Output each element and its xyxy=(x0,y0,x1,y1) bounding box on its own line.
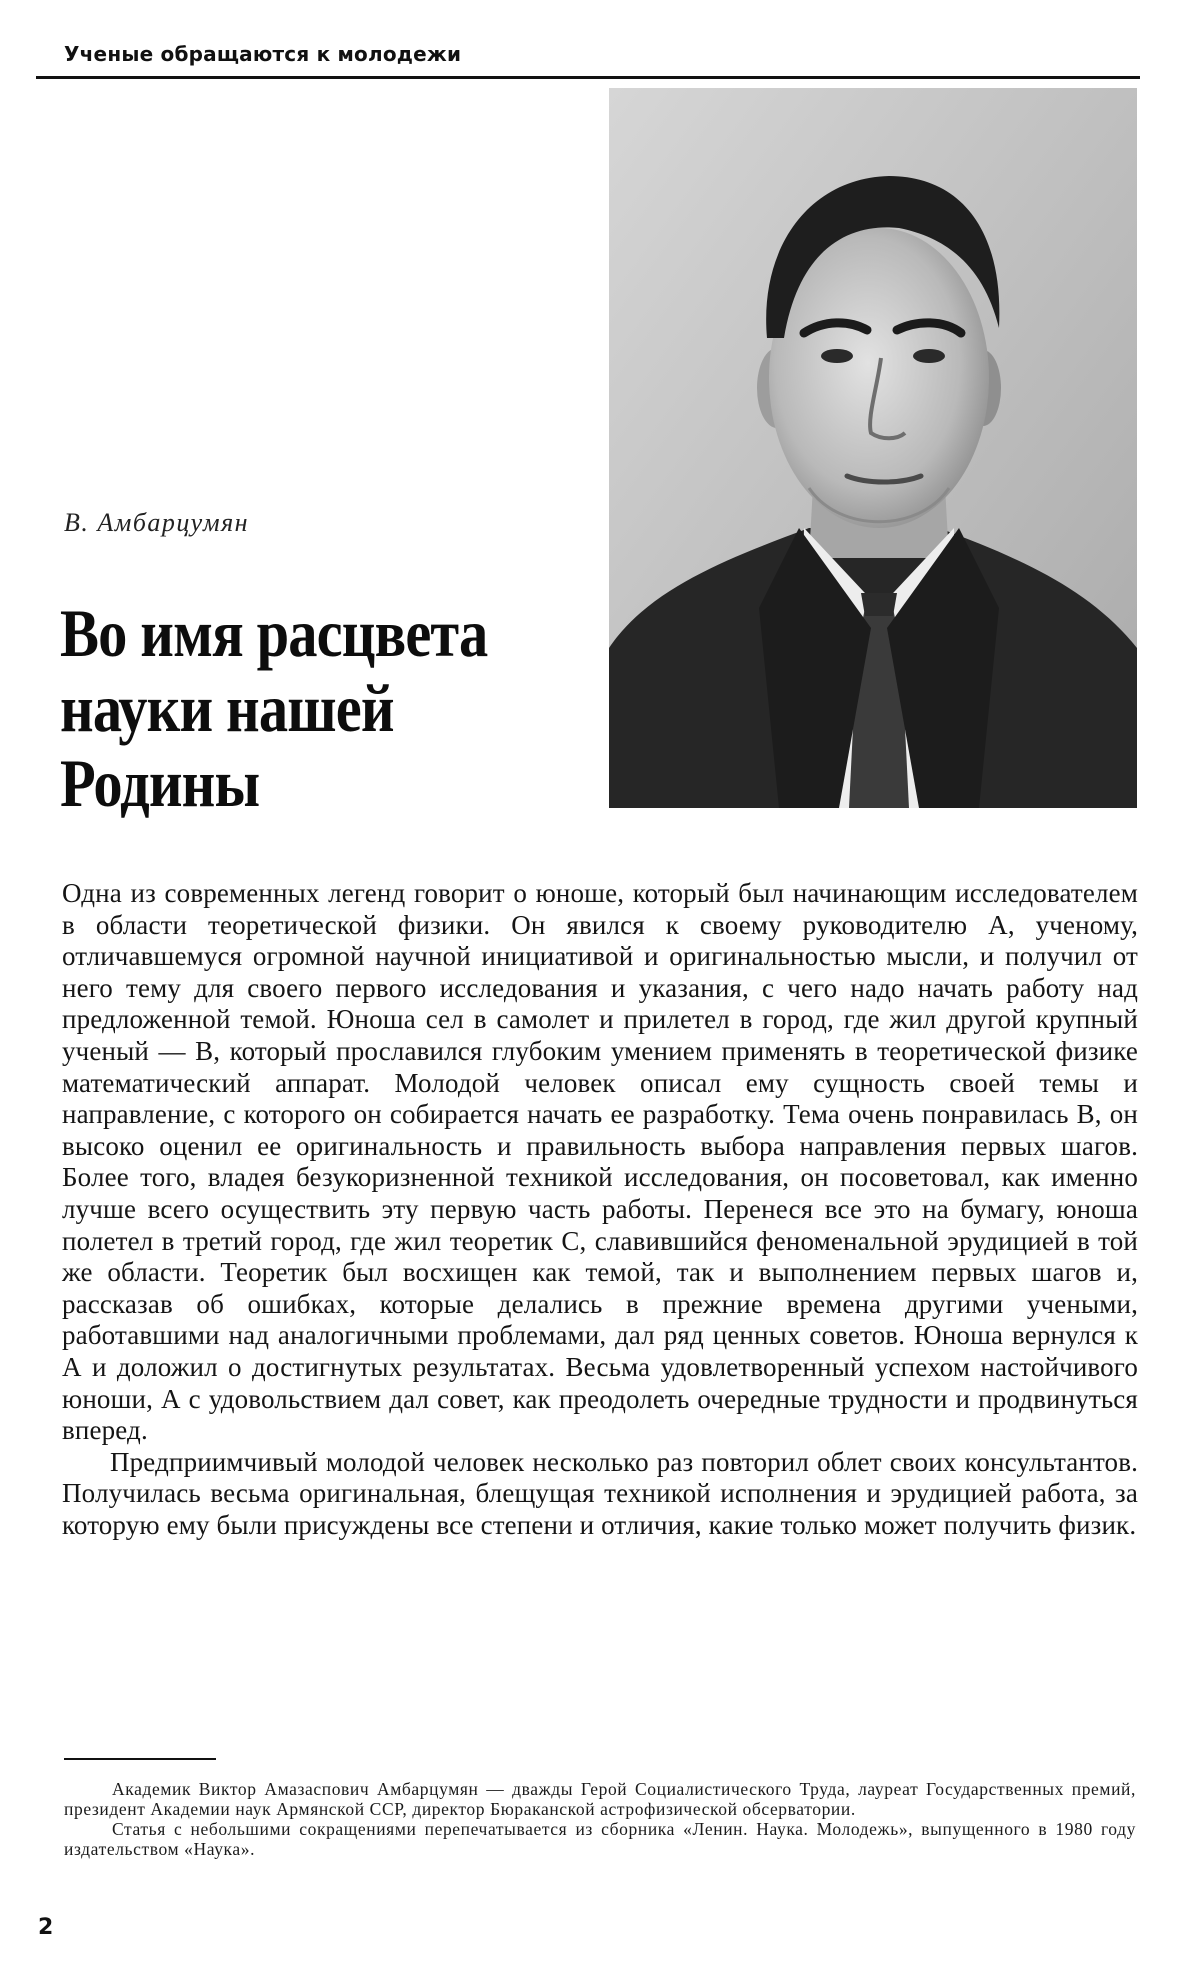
header-rule xyxy=(36,76,1140,79)
article-body xyxy=(62,878,1138,1541)
footnote-author-bio: Академик Виктор Амазаспович Амбарцумян — дважды Герой Социалистического Труда, лауреат Государственных премий, президент Академии наук Армянской ССР, директор Бюраканской астрофизической обсерватории. xyxy=(64,1779,1136,1819)
footnote-rule xyxy=(64,1758,216,1760)
body-paragraph-1: Одна из современных легенд говорит о юноше, который был начинающим исследователем в области теоретической физики. Он явился к своему руководителю А, ученому, отличавшемуся огромной научной инициативой и оригинальностью мысли, и получил от него тему для своего первого исследования и указания, с чего надо начать работу над предложенной темой. Юноша сел в самолет и прилетел в город, где жил другой крупный ученый — В, который прославился глубоким умением применять в теоретической физике математический аппарат. Молодой человек описал ему сущность своей темы и направление, с которого он собирается начать ее разработку. Тема очень понравилась В, он высоко оценил ее оригинальность и правильность выбора направления первых шагов. Более того, владея безукоризненной техникой исследования, он посоветовал, как именно лучше всего осуществить эту первую часть работы. Перенеся все это на бумагу, юноша полетел в третий город, где жил теоретик С, славившийся феноменальной эрудицией в той же области. Теоретик был восхищен как темой, так и выполнением первых шагов и, рассказав об ошибках, которые делались в прежние времена другими учеными, работавшими над аналогичными проблемами, дал ряд ценных советов. Юноша вернулся к А и доложил о достигнутых результатах. Весьма удовлетворенный успехом настойчивого юноши, А с удовольствием дал совет, как преодолеть очередные трудности и продвинуться вперед. xyxy=(62,878,1138,1446)
article-title: Во имя расцвета науки нашей Родины xyxy=(60,595,488,821)
footnotes xyxy=(64,1779,1136,1859)
author-portrait-photo xyxy=(609,88,1137,808)
footnote-source: Статья с небольшими сокращениями перепечатывается из сборника «Ленин. Наука. Молодежь», выпущенного в 1980 году издательством «Наука». xyxy=(64,1819,1136,1859)
body-paragraph-2: Предприимчивый молодой человек несколько раз повторил облет своих консультантов. Получилась весьма оригинальная, блещущая техникой исполнения и эрудицией работа, за которую ему были присуждены все степени и отличия, какие только может получить физик. xyxy=(62,1446,1138,1540)
section-rubric: Ученые обращаются к молодежи xyxy=(64,42,462,66)
author-name: В. Амбарцумян xyxy=(64,508,250,537)
page-number: 2 xyxy=(38,1915,54,1940)
